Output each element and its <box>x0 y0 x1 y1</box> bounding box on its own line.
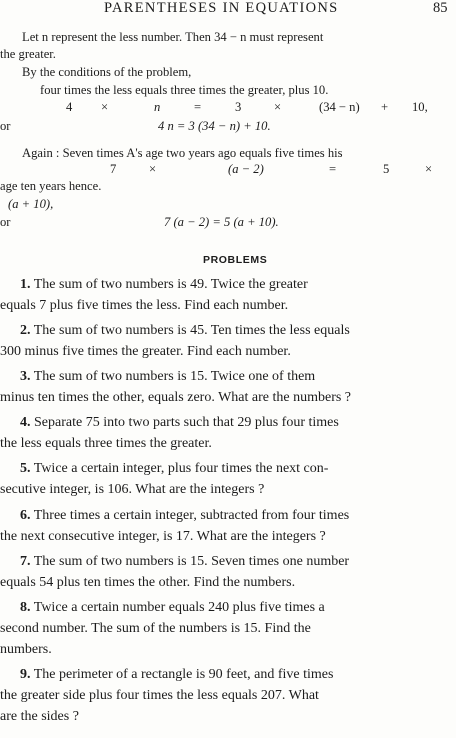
problem-3 <box>0 366 456 408</box>
problem-text: secutive integer, is 106. What are the integers ? <box>0 482 265 497</box>
problem-text: The sum of two numbers is 15. Twice one of them <box>30 369 316 384</box>
row1-token: 4 <box>66 100 73 114</box>
problem-number: 7. <box>20 554 31 569</box>
problem-5 <box>0 458 456 500</box>
problem-number: 5. <box>20 461 31 476</box>
problem-6 <box>0 505 456 547</box>
problem-text: The perimeter of a rectangle is 90 feet, and five times <box>30 667 334 682</box>
row1-token: 3 <box>235 100 242 114</box>
row2-token: × <box>149 162 157 176</box>
row1-token: 10, <box>412 100 428 114</box>
problem-text: minus ten times the other, equals zero. What are the numbers ? <box>0 390 352 405</box>
problem-text: Three times a certain integer, subtracted from four times <box>30 508 350 523</box>
problem-text: Twice a certain number equals 240 plus five times a <box>30 600 325 615</box>
equation-2: 7 (a − 2) = 5 (a + 10). <box>164 215 279 229</box>
problem-number: 2. <box>20 323 31 338</box>
row1-token: + <box>381 100 389 114</box>
equation-1: 4 n = 3 (34 − n) + 10. <box>158 119 271 133</box>
row2-token: × <box>425 162 433 176</box>
or-label: or <box>0 119 11 133</box>
problem-text: The sum of two numbers is 15. Seven times one number <box>30 554 350 569</box>
intro-line-2: the greater. <box>0 47 56 61</box>
intro-line-5: Again : Seven times A's age two years ago equals five times his <box>22 146 343 160</box>
intro-line-7: (a + 10), <box>8 197 54 211</box>
problem-text: 300 minus five times the greater. Find each number. <box>0 344 291 359</box>
problem-text: second number. The sum of the numbers is 15. Find the <box>0 621 311 636</box>
problem-text: equals 54 plus ten times the other. Find the numbers. <box>0 575 296 590</box>
problem-text: The sum of two numbers is 45. Ten times the less equals <box>30 323 350 338</box>
intro-line-6: age ten years hence. <box>0 179 102 193</box>
problem-text: are the sides ? <box>0 709 79 724</box>
problem-text: equals 7 plus five times the less. Find each number. <box>0 298 289 313</box>
problem-7 <box>0 551 456 593</box>
problems-heading: PROBLEMS <box>203 254 268 266</box>
row1-token: × <box>274 100 282 114</box>
problem-text: the next consecutive integer, is 17. What are the integers ? <box>0 529 326 544</box>
row2-token: (a − 2) <box>228 162 264 176</box>
problem-number: 1. <box>20 277 31 292</box>
row2-token: 5 <box>383 162 390 176</box>
problem-4 <box>0 412 456 454</box>
problem-text: numbers. <box>0 642 52 657</box>
running-header: PARENTHESES IN EQUATIONS <box>104 0 339 16</box>
problem-text: the greater side plus four times the less equals 207. What <box>0 688 319 703</box>
problem-8 <box>0 597 456 660</box>
intro-line-3: By the conditions of the problem, <box>22 65 192 79</box>
problem-9 <box>0 664 456 727</box>
row1-token: (34 − n) <box>319 100 360 114</box>
or-label: or <box>0 215 11 229</box>
row2-token: 7 <box>110 162 117 176</box>
problem-number: 4. <box>20 415 31 430</box>
problem-text: Twice a certain integer, plus four times the next con- <box>30 461 329 476</box>
page-number: 85 <box>433 0 448 16</box>
problem-text: Separate 75 into two parts such that 29 plus four times <box>30 415 339 430</box>
problem-number: 6. <box>20 508 31 523</box>
problem-number: 3. <box>20 369 31 384</box>
intro-line-4: four times the less equals three times the greater, plus 10. <box>40 83 329 97</box>
problem-1 <box>0 274 456 316</box>
intro-line-1: Let n represent the less number. Then 34 − n must represent <box>22 30 324 44</box>
problem-text: the less equals three times the greater. <box>0 436 212 451</box>
problem-text: The sum of two numbers is 49. Twice the greater <box>30 277 308 292</box>
row1-token: n <box>154 100 161 114</box>
row1-token: = <box>194 100 202 114</box>
problem-number: 8. <box>20 600 31 615</box>
problem-number: 9. <box>20 667 31 682</box>
row2-token: = <box>329 162 337 176</box>
problem-2 <box>0 320 456 362</box>
row1-token: × <box>101 100 109 114</box>
